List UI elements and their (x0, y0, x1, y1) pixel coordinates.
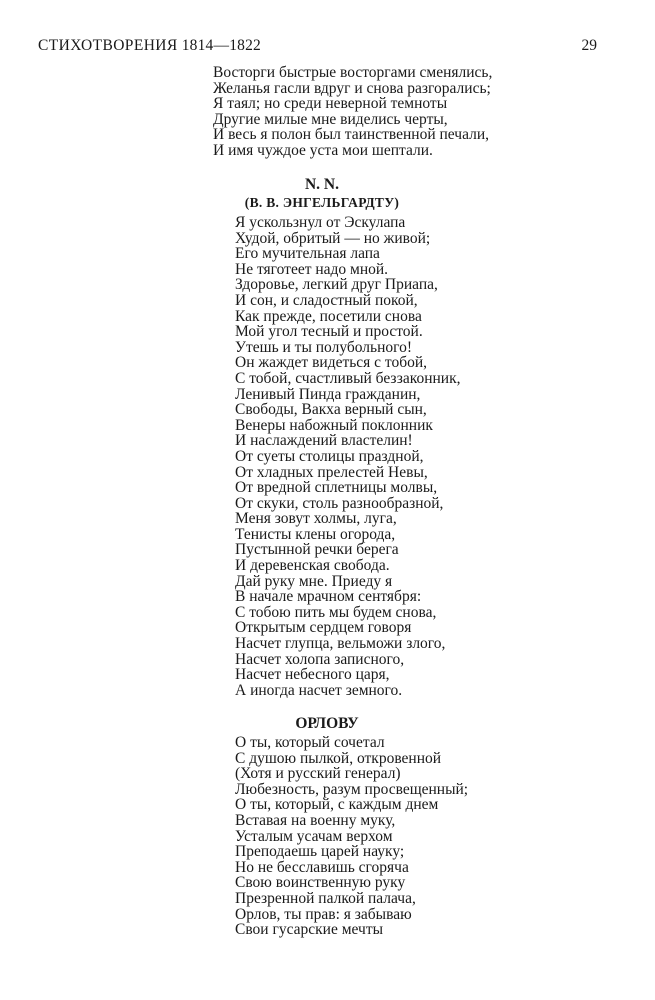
poem-title-orlovu: ОРЛОВУ (295, 715, 359, 732)
verse-line: От хладных прелестей Невы, (235, 463, 428, 481)
verse-line: Насчет небесного царя, (235, 666, 390, 684)
verse-line: Свободы, Вакха верный сын, (235, 401, 427, 419)
poem-dedication: (В. В. ЭНГЕЛЬГАРДТУ) (244, 195, 400, 210)
section-years: 1814—1822 (181, 37, 262, 54)
verse-line: Любезность, разум просвещенный; (235, 780, 469, 798)
verse-line: Я таял; но среди неверной темноты (213, 95, 448, 113)
verse-line: Орлов, ты прав: я забываю (235, 905, 412, 923)
verse-line: От суеты столицы праздной, (235, 447, 424, 465)
verse-line: Свою воинственную руку (235, 874, 406, 892)
section-title: СТИХОТВОРЕНИЯ (38, 37, 178, 54)
verse-line: Свои гусарские мечты (235, 921, 384, 939)
verse-line: Меня зовут холмы, луга, (235, 510, 397, 528)
verse-line: Желанья гасли вдруг и снова разгорались; (213, 79, 491, 97)
poem-nn-body (235, 215, 461, 698)
verse-line: Насчет холопа записного, (235, 650, 405, 668)
opening-fragment (213, 65, 492, 159)
verse-line: Утешь и ты полубольного! (235, 338, 413, 356)
verse-line: И имя чуждое уста мои шептали. (213, 141, 433, 159)
verse-line: Пустынной речки берега (235, 541, 399, 559)
poem-orlovu-body (235, 735, 468, 938)
verse-line: Открытым сердцем говоря (235, 619, 412, 637)
verse-line: Тенисты клены огорода, (235, 525, 396, 543)
verse-line: От скуки, столь разнообразной, (235, 494, 444, 512)
verse-line: (Хотя и русский генерал) (235, 765, 401, 783)
verse-line: Но не бесславишь сгоряча (235, 858, 409, 876)
verse-line: О ты, который сочетал (235, 734, 385, 751)
verse-line: Презренной палкой палача, (235, 889, 416, 907)
verse-line: О ты, который, с каждым днем (235, 796, 439, 814)
verse-line: Венеры набожный поклонник (235, 416, 433, 434)
verse-line: С душою пылкой, откровенной (235, 749, 442, 767)
verse-line: И весь я полон был таинственной печали, (213, 126, 490, 144)
verse-line: Восторги быстрые восторгами сменялись, (213, 64, 493, 81)
verse-line: Ленивый Пинда гражданин, (235, 385, 421, 403)
verse-line: Худой, обритый — но живой; (235, 229, 431, 247)
running-header-title (38, 37, 261, 55)
verse-line: И деревенская свобода. (235, 557, 390, 575)
verse-line: От вредной сплетницы молвы, (235, 479, 438, 497)
verse-line: Другие милые мне виделись черты, (213, 110, 448, 128)
page-number: 29 (581, 37, 597, 54)
verse-line: Здоровье, легкий друг Приапа, (235, 276, 438, 294)
verse-line: Он жаждет видеться с тобой, (235, 354, 428, 372)
verse-line: В начале мрачном сентября: (235, 588, 422, 606)
verse-line: Насчет глупца, вельможи злого, (235, 635, 446, 653)
verse-line: Преподаешь царей науку; (235, 843, 405, 861)
verse-line: С тобою пить мы будем снова, (235, 603, 437, 621)
verse-line: А иногда насчет земного. (235, 681, 403, 699)
poem-title-nn: N. N. (304, 176, 339, 193)
verse-line: Не тяготеет надо мной. (235, 260, 389, 278)
verse-line: Я ускользнул от Эскулапа (235, 214, 406, 231)
verse-line: Как прежде, посетили снова (235, 307, 422, 325)
verse-line: Дай руку мне. Приеду я (235, 572, 393, 590)
verse-line: Вставая на военну муку, (235, 811, 396, 829)
verse-line: И наслаждений властелин! (235, 432, 413, 450)
verse-line: Его мучительная лапа (235, 245, 380, 263)
verse-line: Мой угол тесный и простой. (235, 323, 423, 341)
verse-line: Усталым усачам верхом (235, 827, 393, 845)
verse-line: С тобой, счастливый беззаконник, (235, 369, 461, 387)
verse-line: И сон, и сладостный покой, (235, 291, 418, 309)
